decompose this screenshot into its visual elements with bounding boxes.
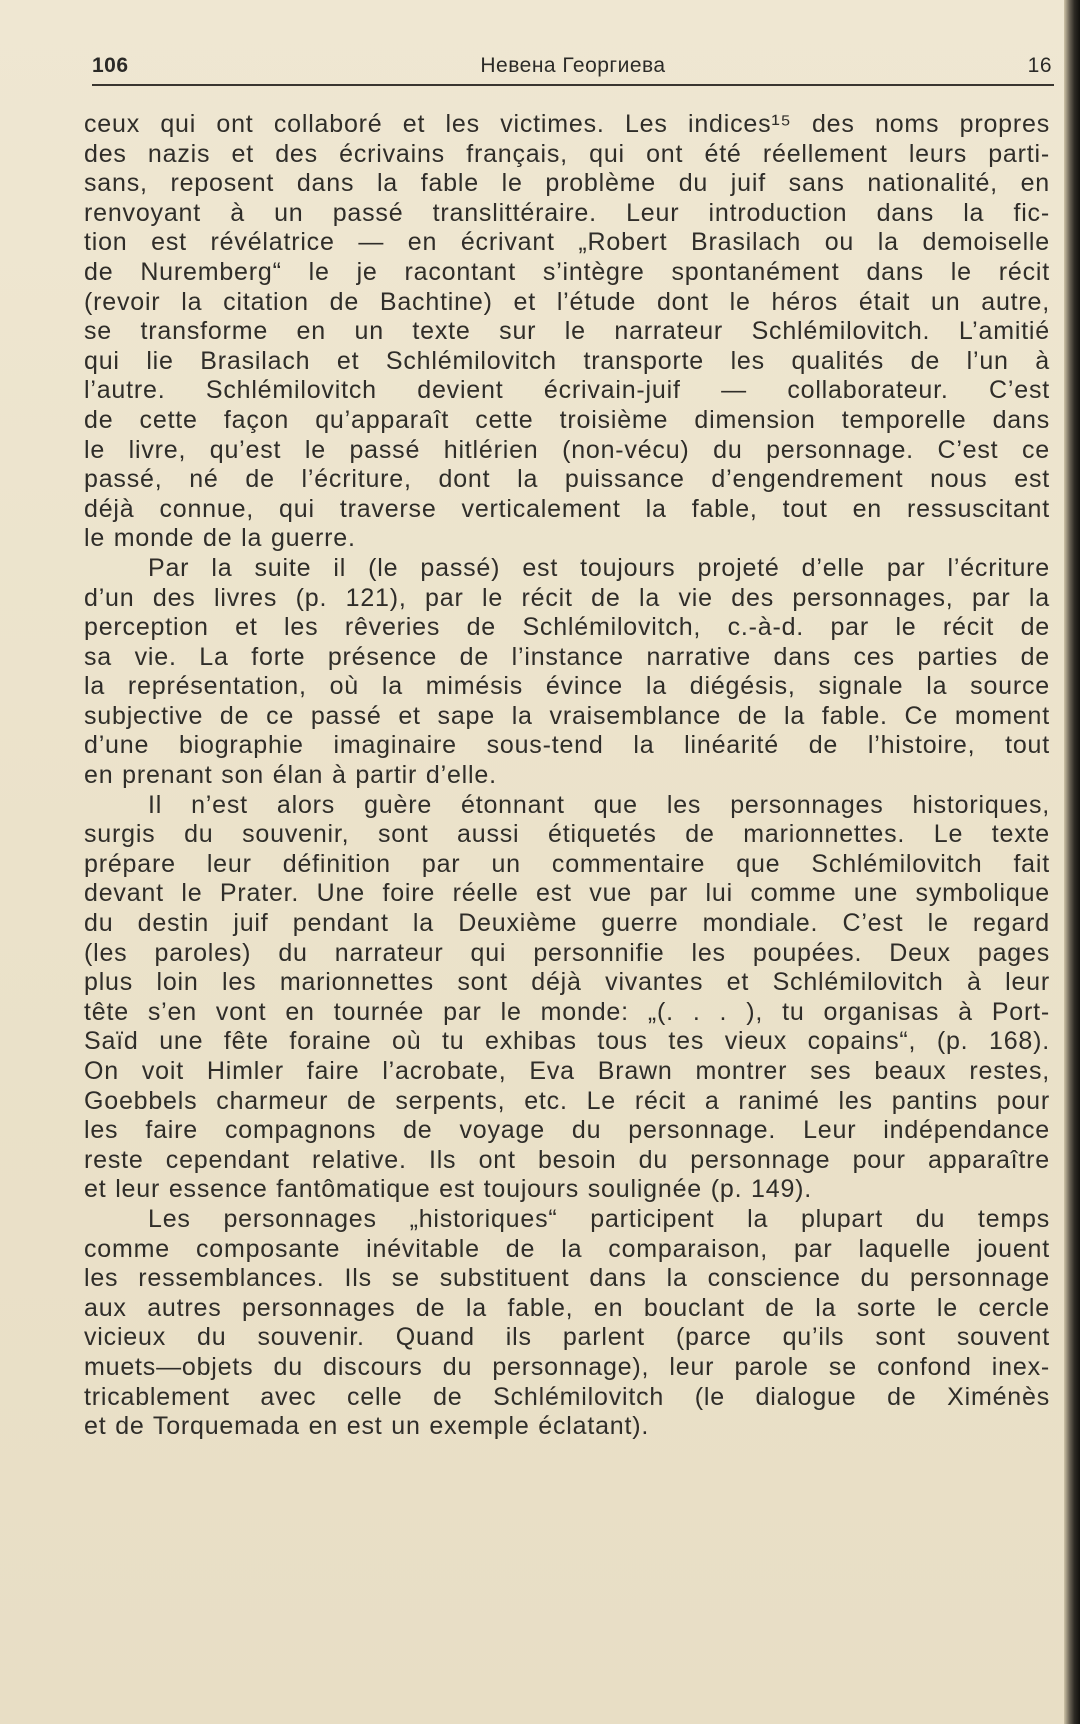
text-line: muets—objets du discours du personnage), leur parole se confond inex-	[84, 1352, 1050, 1381]
text-line: sans, reposent dans la fable le problème du juif sans nationalité, en	[84, 169, 1050, 198]
text-line: (les paroles) du narrateur qui personnifie les poupées. Deux pages	[84, 938, 1050, 967]
text-line: l’autre. Schlémilovitch devient écrivain-juif — collaborateur. C’est	[84, 376, 1050, 405]
text-line: les faire compagnons de voyage du personnage. Leur indépendance	[84, 1116, 1050, 1145]
text-line: les ressemblances. Ils se substituent dans la conscience du personnage	[84, 1264, 1050, 1293]
text-line: de Nuremberg“ le je racontant s’intègre spontanément dans le récit	[84, 257, 1050, 286]
paragraph-4	[84, 1205, 1050, 1442]
edge-number: 16	[1027, 54, 1052, 77]
text-line: subjective de ce passé et sape la vraisemblance de la fable. Ce moment	[84, 701, 1050, 730]
text-line: Les personnages „historiques“ participent la plupart du temps	[148, 1204, 1050, 1233]
paragraph-2	[84, 554, 1050, 791]
text-line: le monde de la guerre.	[84, 524, 356, 553]
text-line: sa vie. La forte présence de l’instance narrative dans ces parties de	[84, 642, 1050, 671]
text-line: renvoyant à un passé translittéraire. Leur introduction dans la fic-	[84, 198, 1050, 227]
text-line: vicieux du souvenir. Quand ils parlent (parce qu’ils sont souvent	[84, 1323, 1050, 1352]
book-spine-shadow	[1064, 0, 1080, 1724]
text-line: d’un des livres (p. 121), par le récit de la vie des personnages, par la	[84, 583, 1050, 612]
text-line: tion est révélatrice — en écrivant „Robert Brasilach ou la demoiselle	[84, 228, 1050, 257]
text-line: plus loin les marionnettes sont déjà vivantes et Schlémilovitch à leur	[84, 968, 1050, 997]
text-line: d’une biographie imaginaire sous-tend la linéarité de l’histoire, tout	[84, 731, 1050, 760]
page-number: 106	[92, 54, 129, 77]
text-line: du destin juif pendant la Deuxième guerre mondiale. C’est le regard	[84, 909, 1050, 938]
text-line: et de Torquemada en est un exemple éclatant).	[84, 1412, 650, 1441]
text-line: de cette façon qu’apparaît cette troisième dimension temporelle dans	[84, 405, 1050, 434]
text-line: perception et les rêveries de Schlémilovitch, c.-à-d. par le récit de	[84, 613, 1050, 642]
header-rule	[92, 84, 1054, 86]
text-line: la représentation, où la mimésis évince la diégésis, signale la source	[84, 672, 1050, 701]
paragraph-3	[84, 791, 1050, 1205]
text-line: surgis du souvenir, sont aussi étiquetés de marionnettes. Le texte	[84, 820, 1050, 849]
text-line: (revoir la citation de Bachtine) et l’étude dont le héros était un autre,	[84, 287, 1050, 316]
paragraph-1	[84, 110, 1050, 554]
text-line: prépare leur définition par un commentaire que Schlémilovitch fait	[84, 849, 1050, 878]
text-line: passé, né de l’écriture, dont la puissance d’engendrement nous est	[84, 465, 1050, 494]
text-line: et leur essence fantômatique est toujours soulignée (p. 149).	[84, 1175, 813, 1204]
text-line: Goebbels charmeur de serpents, etc. Le récit a ranimé les pantins pour	[84, 1086, 1050, 1115]
text-line: devant le Prater. Une foire réelle est vue par lui comme une symbolique	[84, 879, 1050, 908]
text-line: se transforme en un texte sur le narrateur Schlémilovitch. L’amitié	[84, 317, 1050, 346]
text-line: aux autres personnages de la fable, en bouclant de la sorte le cercle	[84, 1293, 1050, 1322]
text-line: tête s’en vont en tournée par le monde: „(. . . ), tu organisas à Port-	[84, 997, 1050, 1026]
running-title: Невена Георгиева	[480, 54, 666, 77]
running-header	[92, 50, 1054, 86]
text-line: déjà connue, qui traverse verticalement la fable, tout en ressuscitant	[84, 494, 1050, 523]
text-line: Il n’est alors guère étonnant que les personnages historiques,	[148, 790, 1050, 819]
text-line: comme composante inévitable de la comparaison, par laquelle jouent	[84, 1234, 1050, 1263]
text-line: en prenant son élan à partir d’elle.	[84, 761, 497, 790]
text-line: le livre, qu’est le passé hitlérien (non-vécu) du personnage. C’est ce	[84, 435, 1050, 464]
text-line: ceux qui ont collaboré et les victimes. Les indices¹⁵ des noms propres	[84, 110, 1050, 138]
text-line: Saïd une fête foraine où tu exhibas tous tes vieux copains“, (p. 168).	[84, 1027, 1050, 1056]
text-line: des nazis et des écrivains français, qui ont été réellement leurs parti-	[84, 139, 1050, 168]
text-line: Par la suite il (le passé) est toujours projeté d’elle par l’écriture	[148, 553, 1050, 582]
text-line: tricablement avec celle de Schlémilovitch (le dialogue de Ximénès	[84, 1382, 1050, 1411]
body-text	[84, 110, 1050, 1442]
text-line: qui lie Brasilach et Schlémilovitch transporte les qualités de l’un à	[84, 346, 1050, 375]
text-line: reste cependant relative. Ils ont besoin du personnage pour apparaître	[84, 1145, 1050, 1174]
text-line: On voit Himler faire l’acrobate, Eva Brawn montrer ses beaux restes,	[84, 1057, 1050, 1085]
